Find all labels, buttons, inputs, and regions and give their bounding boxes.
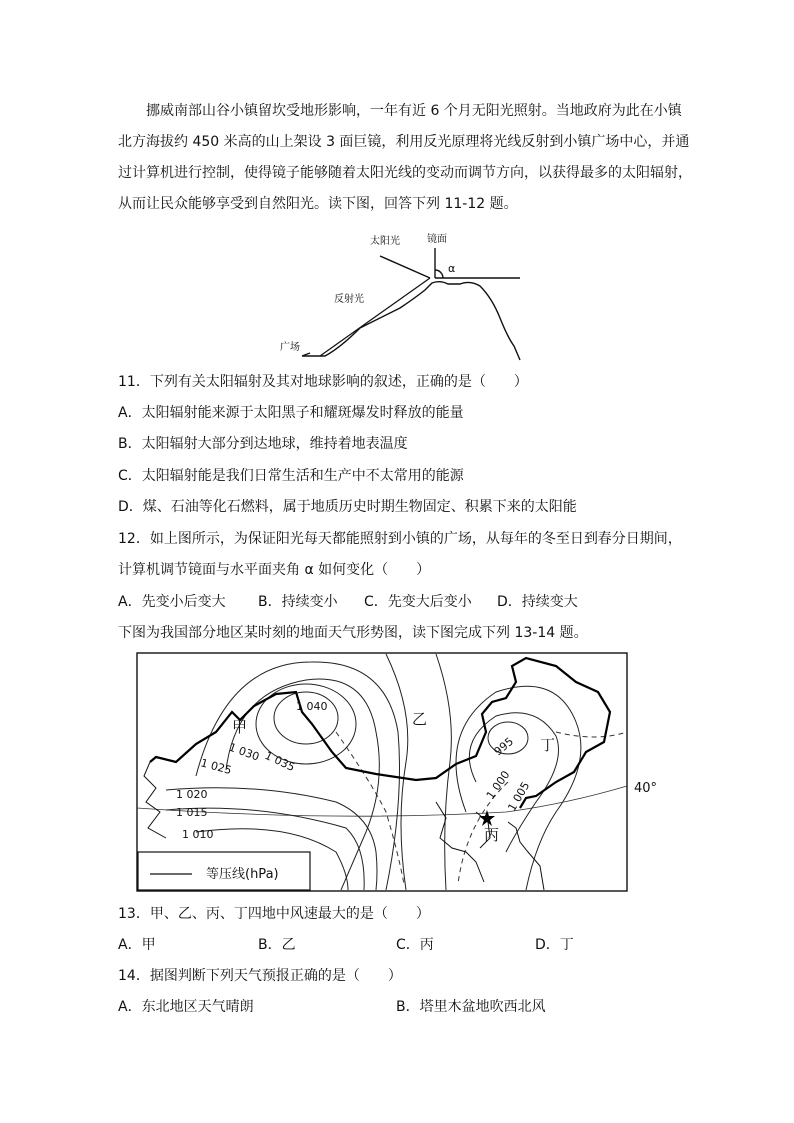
angle-arc — [435, 270, 443, 278]
reflected-label: 反射光 — [334, 294, 364, 305]
legend-label: 等压线(hPa) — [206, 867, 279, 882]
q13-stem: 13．甲、乙、丙、丁四地中风速最大的是（ ） — [118, 906, 430, 922]
q13-option-a: A．甲 — [118, 937, 156, 953]
isobar-label-995: 995 — [491, 734, 517, 759]
sunlight-ray — [380, 256, 430, 278]
q14-option-a: A．东北地区天气晴朗 — [118, 999, 254, 1015]
isobar-label-1020: 1 020 — [176, 788, 208, 801]
q12-option-a: A．先变小后变大 — [118, 594, 226, 610]
intro-line-1: 挪威南部山谷小镇留坎受地形影响，一年有近 6 个月无阳光照射。当地政府为此在小镇 — [146, 103, 682, 119]
square-label: 广场 — [280, 342, 300, 353]
q14-stem: 14．据图判断下列天气预报正确的是（ ） — [118, 968, 402, 984]
intro-line-2: 北方海拔约 450 米高的山上架设 3 面巨镜，利用反光原理将光线反射到小镇广场中心，并通 — [118, 134, 690, 150]
q12-stem-line-2: 计算机调节镜面与水平面夹角 α 如何变化（ ） — [118, 562, 431, 578]
reflected-ray — [320, 278, 430, 356]
isobar-label-1015: 1 015 — [176, 806, 208, 819]
q12-option-d: D．持续变大 — [497, 594, 578, 610]
q11-option-b: B．太阳辐射大部分到达地球，维持着地表温度 — [118, 436, 408, 452]
q11-option-a: A．太阳辐射能来源于太阳黑子和耀斑爆发时释放的能量 — [118, 405, 464, 421]
isobar-label-1035: 1 035 — [262, 748, 297, 775]
sunlight-label: 太阳光 — [370, 236, 400, 247]
weather-map — [136, 652, 668, 894]
isobar-label-1000: 1 000 — [483, 768, 513, 802]
q14-option-b: B．塔里木盆地吹西北风 — [396, 999, 546, 1015]
mirror-diagram — [270, 228, 540, 368]
isobar-label-1010: 1 010 — [182, 828, 214, 841]
map-intro: 下图为我国部分地区某时刻的地面天气形势图，读下图完成下列 13-14 题。 — [118, 625, 588, 641]
latitude-label: 40° — [634, 781, 658, 796]
q13-option-c: C．丙 — [396, 937, 434, 953]
isobar-label-1025: 1 025 — [199, 756, 234, 778]
intro-line-4: 从而让民众能够享受到自然阳光。读下图，回答下列 11-12 题。 — [118, 196, 518, 212]
q11-option-c: C．太阳辐射能是我们日常生活和生产中不太常用的能源 — [118, 468, 464, 484]
label-bing: 丙 — [484, 826, 500, 844]
q12-option-c: C．先变大后变小 — [364, 594, 472, 610]
alpha-label: α — [448, 262, 456, 275]
intro-line-3: 过计算机进行控制，使得镜子能够随着太阳光线的变动而调节方向，以获得最多的太阳辐射， — [118, 165, 692, 181]
q12-stem-line-1: 12．如上图所示，为保证阳光每天都能照射到小镇的广场，从每年的冬至日到春分日期间， — [118, 531, 682, 547]
label-jia: 甲 — [232, 718, 248, 736]
isobar-label-1030: 1 030 — [226, 740, 262, 764]
label-ding: 丁 — [540, 736, 556, 754]
q11-option-d: D．煤、石油等化石燃料，属于地质历史时期生物固定、积累下来的太阳能 — [118, 499, 577, 515]
q12-option-b: B．持续变小 — [258, 594, 338, 610]
q13-option-b: B．乙 — [258, 937, 296, 953]
isobar-label-1040: 1 040 — [296, 700, 328, 713]
q13-option-d: D．丁 — [535, 937, 574, 953]
isobar-label-1005: 1 005 — [505, 779, 533, 814]
q11-stem: 11．下列有关太阳辐射及其对地球影响的叙述，正确的是（ ） — [118, 374, 528, 390]
label-yi: 乙 — [412, 710, 428, 728]
mirror-label: 镜面 — [427, 234, 447, 245]
